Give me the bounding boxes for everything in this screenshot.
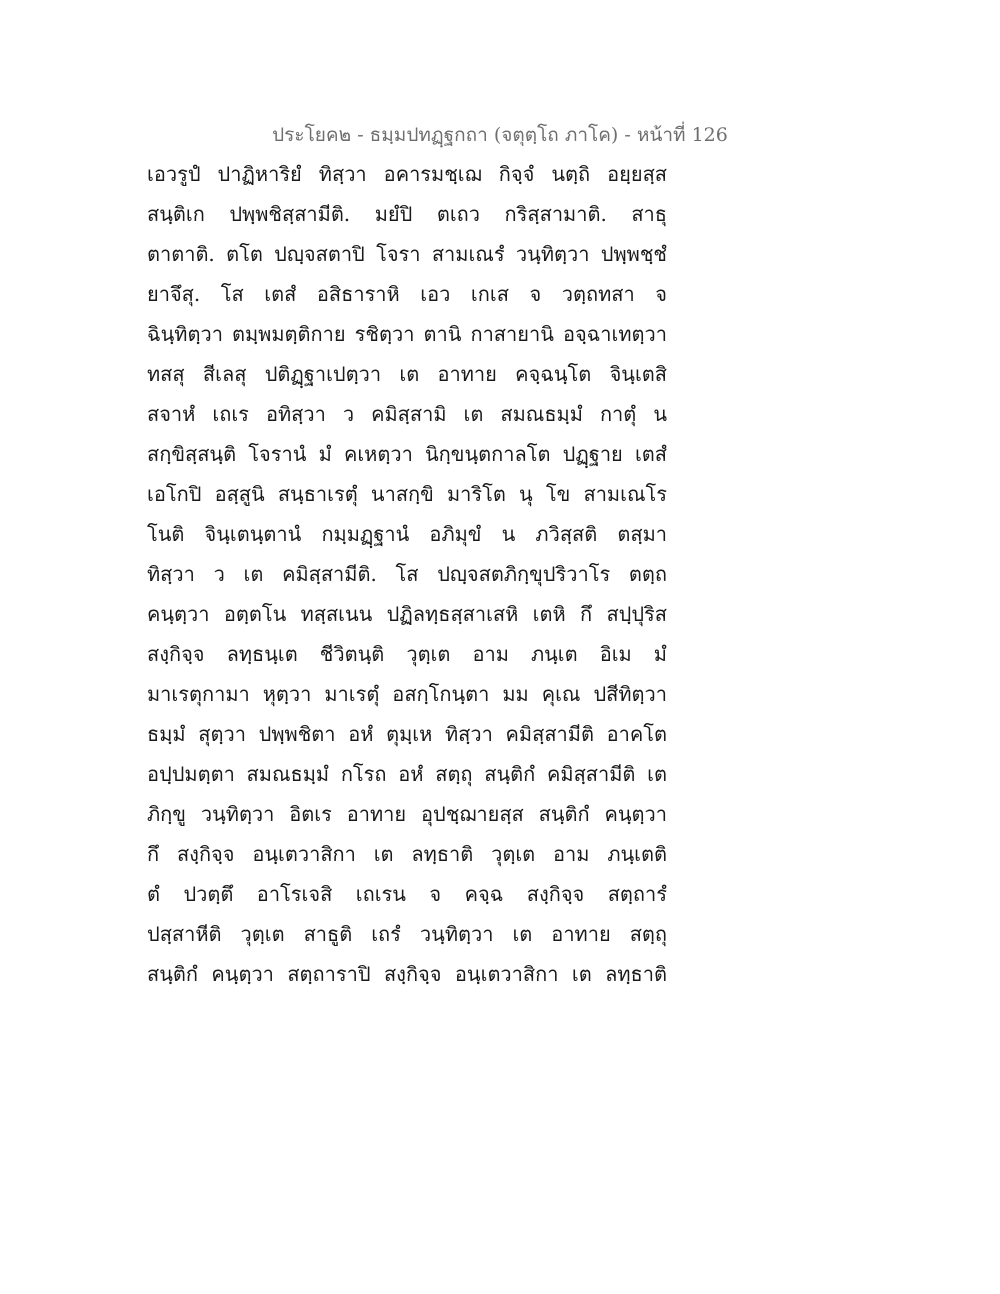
text-line: ปสฺสาหีติ วุตฺเต สาธูติ เถรํ วนฺทิตฺวา เต อาทาย สตฺถุ (147, 922, 667, 946)
text-line: สนฺติกํ คนฺตฺวา สตฺถาราปิ สงฺกิจฺจ อนฺเตวาสิกา เต ลทฺธาติ (147, 962, 667, 986)
text-line: ฉินฺทิตฺวา ตมฺพมตฺติกาย รชิตฺวา ตานิ กาสายานิ อจฺฉาเทตฺวา (147, 322, 667, 346)
text-line: ตาตาติ. ตโต ปญฺจสตาปิ โจรา สามเณรํ วนฺทิตฺวา ปพฺพชฺชํ (147, 242, 667, 266)
body-text (147, 154, 667, 994)
text-line: สนฺติเก ปพฺพชิสฺสามีติ. มยํปิ ตเถว กริสฺสามาติ. สาธุ (147, 202, 667, 226)
text-line: ทิสฺวา ว เต คมิสฺสามีติ. โส ปญฺจสตภิกฺขุปริวาโร ตตฺถ (147, 562, 667, 586)
text-line: สจาหํ เถเร อทิสฺวา ว คมิสฺสามิ เต สมณธมฺมํ กาตุํ น (147, 402, 667, 426)
text-line: ธมฺมํ สุตฺวา ปพฺพชิตา อหํ ตุมฺเห ทิสฺวา คมิสฺสามีติ อาคโต (147, 722, 667, 746)
text-line: เอวรูปํ ปาฏิหาริยํ ทิสฺวา อคารมชฺเฌ กิจฺจํ นตฺถิ อยฺยสฺส (147, 162, 667, 186)
text-line: กึ สงฺกิจฺจ อนฺเตวาสิกา เต ลทฺธาติ วุตฺเต อาม ภนฺเตติ (147, 842, 667, 866)
text-line: สงฺกิจฺจ ลทฺธนฺเต ชีวิตนฺติ วุตฺเต อาม ภนฺเต อิเม มํ (147, 642, 667, 666)
text-line: ยาจึสุ. โส เตสํ อสิธาราหิ เอว เกเส จ วตฺถทสา จ (147, 282, 667, 306)
text-line: สกฺขิสฺสนฺติ โจรานํ มํ คเหตฺวา นิกฺขนฺตกาลโต ปฏฺฐาย เตสํ (147, 442, 667, 466)
text-line: คนฺตฺวา อตฺตโน ทสฺสเนน ปฏิลทฺธสฺสาเสหิ เตหิ กึ สปฺปุริส (147, 602, 667, 626)
text-line: มาเรตุกามา หุตฺวา มาเรตุํ อสกฺโกนฺตา มม คุเณ ปสีทิตฺวา (147, 682, 667, 706)
page-header: ประโยค๒ - ธมฺมปทฏฺฐกถา (จตุตฺโถ ภาโค) - หน้าที่ 126 (272, 124, 728, 146)
text-line: อปฺปมตฺตา สมณธมฺมํ กโรถ อหํ สตฺถุ สนฺติกํ คมิสฺสามีติ เต (147, 762, 667, 786)
text-line: เอโกปิ อสฺสูนิ สนฺธาเรตุํ นาสกฺขิ มาริโต นุ โข สามเณโร (147, 482, 667, 506)
text-line: ตํ ปวตฺตึ อาโรเจสิ เถเรน จ คจฺฉ สงฺกิจฺจ สตฺถารํ (147, 882, 667, 906)
text-line: ทสสุ สีเลสุ ปติฏฺฐาเปตฺวา เต อาทาย คจฺฉนฺโต จินฺเตสิ (147, 362, 667, 386)
text-line: โนติ จินฺเตนฺตานํ กมฺมฏฺฐานํ อภิมุขํ น ภวิสฺสติ ตสฺมา (147, 522, 667, 546)
text-line: ภิกฺขู วนฺทิตฺวา อิตเร อาทาย อุปชฺฌายสฺส สนฺติกํ คนฺตฺวา (147, 802, 667, 826)
